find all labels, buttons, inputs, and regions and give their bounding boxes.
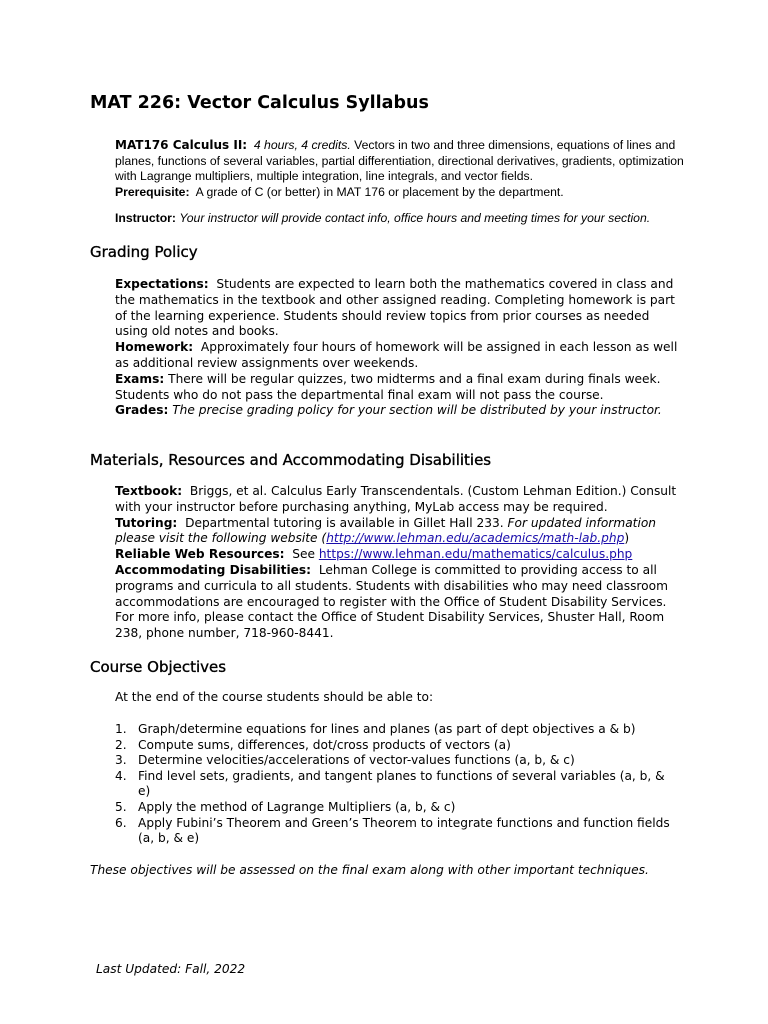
grading-policy-body <box>115 277 685 419</box>
objectives-list <box>115 722 670 847</box>
textbook-text: Briggs, et al. Calculus Early Transcendentals. (Custom Lehman Edition.) Consult with your instructor before purchasing anything, MyLab access may be required. <box>115 484 677 514</box>
exams-label: Exams: <box>115 371 165 386</box>
math-lab-link-text: http://www.lehman.edu/academics/math-lab.php <box>326 531 625 546</box>
course-description-text: Vectors in two and three dimensions, equations of lines and planes, functions of several variables, partial differentiation, directional derivatives, gradients, optimization with Lagrange multipliers, multiple integration, line integrals, and vector fields. <box>115 138 684 183</box>
objective-text: Find level sets, gradients, and tangent planes to functions of several variables (a, b, & e) <box>138 768 665 799</box>
homework-text: Approximately four hours of homework will be assigned in each lesson as well as additional review assignments over weekends. <box>115 340 678 370</box>
objective-number: 4. <box>115 768 127 783</box>
objective-item <box>115 769 670 800</box>
last-updated-footer: Last Updated: Fall, 2022 <box>96 962 246 976</box>
objectives-heading: Course Objectives <box>90 658 227 676</box>
objective-item <box>115 816 670 847</box>
homework-label: Homework: <box>115 340 194 355</box>
disabilities-label: Accommodating Disabilities: <box>115 562 312 577</box>
objective-text: Graph/determine equations for lines and planes (as part of dept objectives a & b) <box>138 722 636 736</box>
tutoring-text: Departmental tutoring is available in Gillet Hall 233. <box>185 515 504 530</box>
instructor-info <box>115 211 715 226</box>
course-code: MAT176 Calculus II: <box>115 138 248 152</box>
page-title: MAT 226: Vector Calculus Syllabus <box>90 93 429 113</box>
objective-number: 3. <box>115 753 127 768</box>
objective-text: Apply the method of Lagrange Multipliers (a, b, & c) <box>138 799 456 814</box>
grading-policy-heading: Grading Policy <box>90 243 198 261</box>
web-resources-label: Reliable Web Resources: <box>115 547 285 562</box>
prerequisite-text: A grade of C (or better) in MAT 176 or placement by the department. <box>195 184 564 199</box>
prerequisite-label: Prerequisite: <box>115 184 190 199</box>
math-lab-link[interactable] <box>326 531 624 545</box>
objective-number: 2. <box>115 737 127 752</box>
objective-number: 1. <box>115 722 127 736</box>
expectations-text: Students are expected to learn both the mathematics covered in class and the mathematics in the textbook and other assigned reading. Completing homework is part of the learning experience. Students should review topics from prior courses as needed using old notes and books. <box>115 277 675 339</box>
calculus-resources-link[interactable]: https://www.lehman.edu/mathematics/calculus.php <box>318 547 633 562</box>
disabilities-text: Lehman College is committed to providing access to all programs and curricula to all students. Students with disabilities who may need classroom accommodations are encouraged to register with the Office of Student Disability Services. For more info, please contact the Office of Student Disability Services, Shuster Hall, Room 238, phone number, 718-960-8441. <box>115 562 668 641</box>
course-hours: 4 hours, 4 credits. <box>253 138 351 152</box>
course-description <box>115 138 695 200</box>
objectives-intro: At the end of the course students should be able to: <box>115 690 434 704</box>
instructor-label: Instructor: <box>115 211 176 225</box>
objective-text: Apply Fubini’s Theorem and Green’s Theorem to integrate functions and function fields (a, b, & e) <box>138 815 670 846</box>
objective-item <box>115 722 670 738</box>
grades-label: Grades: <box>115 403 169 418</box>
tutoring-close-paren: ) <box>624 531 630 546</box>
objective-text: Compute sums, differences, dot/cross products of vectors (a) <box>138 737 511 752</box>
objective-text: Determine velocities/accelerations of vector-values functions (a, b, & c) <box>138 753 575 768</box>
grades-text: The precise grading policy for your section will be distributed by your instructor. <box>172 403 662 418</box>
tutoring-info-text: For updated information please visit the following website ( <box>115 515 657 546</box>
textbook-label: Textbook: <box>115 484 183 498</box>
objective-item <box>115 738 670 754</box>
web-resources-see: See <box>292 547 315 562</box>
objective-number: 5. <box>115 799 127 814</box>
exams-text: There will be regular quizzes, two midterms and a final exam during finals week. Students who do not pass the departmental final exam will not pass the course. <box>115 371 661 402</box>
tutoring-label: Tutoring: <box>115 515 178 530</box>
expectations-label: Expectations: <box>115 277 209 291</box>
instructor-text: Your instructor will provide contact info, office hours and meeting times for your section. <box>179 211 651 225</box>
objective-item <box>115 753 670 769</box>
materials-body <box>115 484 685 642</box>
objective-number: 6. <box>115 815 127 830</box>
materials-heading: Materials, Resources and Accommodating Disabilities <box>90 451 492 469</box>
objectives-closing-note: These objectives will be assessed on the final exam along with other important techniques. <box>90 863 649 877</box>
objective-item <box>115 800 670 816</box>
